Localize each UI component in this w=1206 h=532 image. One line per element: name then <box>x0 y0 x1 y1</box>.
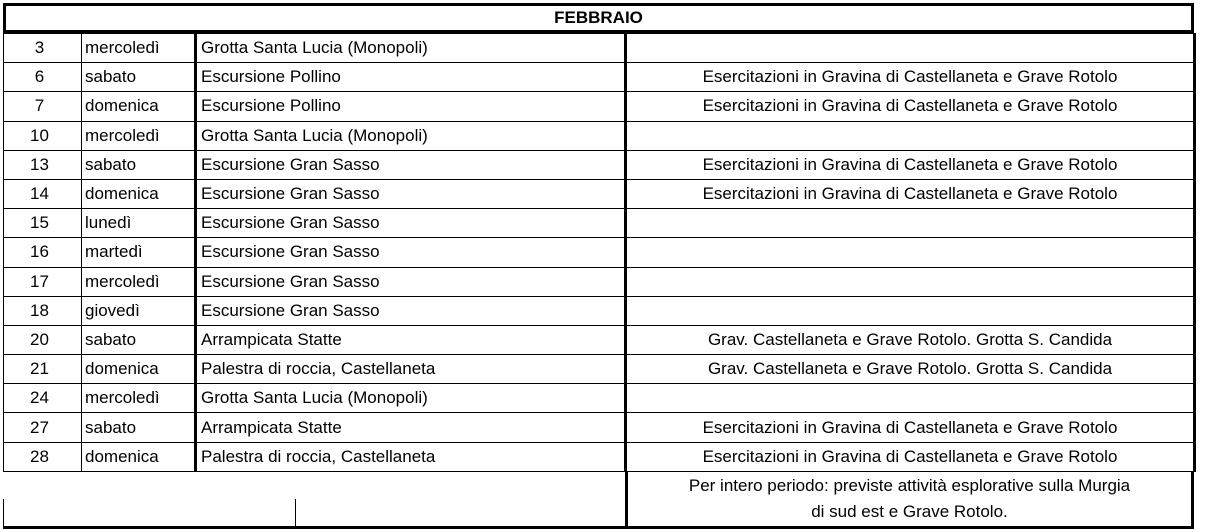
weekday-cell: mercoledì <box>82 34 196 63</box>
day-number-cell: 7 <box>4 92 82 121</box>
table-row <box>4 325 1195 354</box>
weekday-cell: domenica <box>82 179 196 208</box>
footer-divider-left <box>3 499 4 526</box>
weekday-cell: mercoledì <box>82 384 196 413</box>
footer-empty-cells <box>3 471 625 529</box>
weekday-cell: mercoledì <box>82 121 196 150</box>
note-cell <box>626 296 1195 325</box>
note-cell: Esercitazioni in Gravina di Castellaneta e Grave Rotolo <box>626 150 1195 179</box>
activity-cell: Grotta Santa Lucia (Monopoli) <box>196 34 626 63</box>
day-number-cell: 27 <box>4 413 82 442</box>
note-cell <box>626 267 1195 296</box>
activity-cell: Arrampicata Statte <box>196 413 626 442</box>
table-row <box>4 150 1195 179</box>
table-row <box>4 179 1195 208</box>
activity-cell: Escursione Gran Sasso <box>196 179 626 208</box>
note-cell <box>626 384 1195 413</box>
day-number-cell: 18 <box>4 296 82 325</box>
day-number-cell: 17 <box>4 267 82 296</box>
note-cell: Esercitazioni in Gravina di Castellaneta e Grave Rotolo <box>626 179 1195 208</box>
activity-cell: Escursione Gran Sasso <box>196 150 626 179</box>
footer-block <box>3 471 1194 529</box>
day-number-cell: 15 <box>4 209 82 238</box>
activity-cell: Grotta Santa Lucia (Monopoli) <box>196 121 626 150</box>
table-row <box>4 238 1195 267</box>
month-title: FEBBRAIO <box>3 3 1194 33</box>
activity-cell: Escursione Pollino <box>196 92 626 121</box>
activity-cell: Escursione Gran Sasso <box>196 238 626 267</box>
period-note <box>625 471 1194 529</box>
note-cell <box>626 238 1195 267</box>
table-row <box>4 296 1195 325</box>
day-number-cell: 28 <box>4 442 82 471</box>
weekday-cell: domenica <box>82 442 196 471</box>
day-number-cell: 10 <box>4 121 82 150</box>
day-number-cell: 6 <box>4 63 82 92</box>
table-row <box>4 267 1195 296</box>
table-row <box>4 355 1195 384</box>
footer-divider-middle <box>295 499 296 526</box>
table-row <box>4 442 1195 471</box>
day-number-cell: 21 <box>4 355 82 384</box>
weekday-cell: sabato <box>82 63 196 92</box>
schedule-table <box>3 33 1196 472</box>
activity-cell: Escursione Pollino <box>196 63 626 92</box>
table-row <box>4 63 1195 92</box>
day-number-cell: 13 <box>4 150 82 179</box>
activity-cell: Palestra di roccia, Castellaneta <box>196 355 626 384</box>
day-number-cell: 14 <box>4 179 82 208</box>
note-cell: Grav. Castellaneta e Grave Rotolo. Grotta S. Candida <box>626 355 1195 384</box>
note-cell <box>626 209 1195 238</box>
activity-cell: Palestra di roccia, Castellaneta <box>196 442 626 471</box>
activity-cell: Escursione Gran Sasso <box>196 267 626 296</box>
day-number-cell: 16 <box>4 238 82 267</box>
weekday-cell: giovedì <box>82 296 196 325</box>
weekday-cell: sabato <box>82 150 196 179</box>
weekday-cell: sabato <box>82 325 196 354</box>
schedule-sheet <box>3 3 1194 529</box>
activity-cell: Grotta Santa Lucia (Monopoli) <box>196 384 626 413</box>
note-cell: Esercitazioni in Gravina di Castellaneta e Grave Rotolo <box>626 442 1195 471</box>
note-cell: Esercitazioni in Gravina di Castellaneta e Grave Rotolo <box>626 413 1195 442</box>
day-number-cell: 24 <box>4 384 82 413</box>
table-row <box>4 92 1195 121</box>
note-cell: Grav. Castellaneta e Grave Rotolo. Grotta S. Candida <box>626 325 1195 354</box>
day-number-cell: 20 <box>4 325 82 354</box>
table-row <box>4 34 1195 63</box>
table-row <box>4 209 1195 238</box>
period-note-line-2: di sud est e Grave Rotolo. <box>811 502 1008 521</box>
note-cell: Esercitazioni in Gravina di Castellaneta e Grave Rotolo <box>626 92 1195 121</box>
weekday-cell: martedì <box>82 238 196 267</box>
table-row <box>4 121 1195 150</box>
activity-cell: Escursione Gran Sasso <box>196 209 626 238</box>
weekday-cell: domenica <box>82 355 196 384</box>
activity-cell: Arrampicata Statte <box>196 325 626 354</box>
note-cell <box>626 121 1195 150</box>
table-row <box>4 413 1195 442</box>
table-row <box>4 384 1195 413</box>
note-cell <box>626 34 1195 63</box>
day-number-cell: 3 <box>4 34 82 63</box>
weekday-cell: domenica <box>82 92 196 121</box>
period-note-line-1: Per intero periodo: previste attività esplorative sulla Murgia <box>688 476 1131 495</box>
weekday-cell: sabato <box>82 413 196 442</box>
weekday-cell: mercoledì <box>82 267 196 296</box>
activity-cell: Escursione Gran Sasso <box>196 296 626 325</box>
note-cell: Esercitazioni in Gravina di Castellaneta e Grave Rotolo <box>626 63 1195 92</box>
weekday-cell: lunedì <box>82 209 196 238</box>
